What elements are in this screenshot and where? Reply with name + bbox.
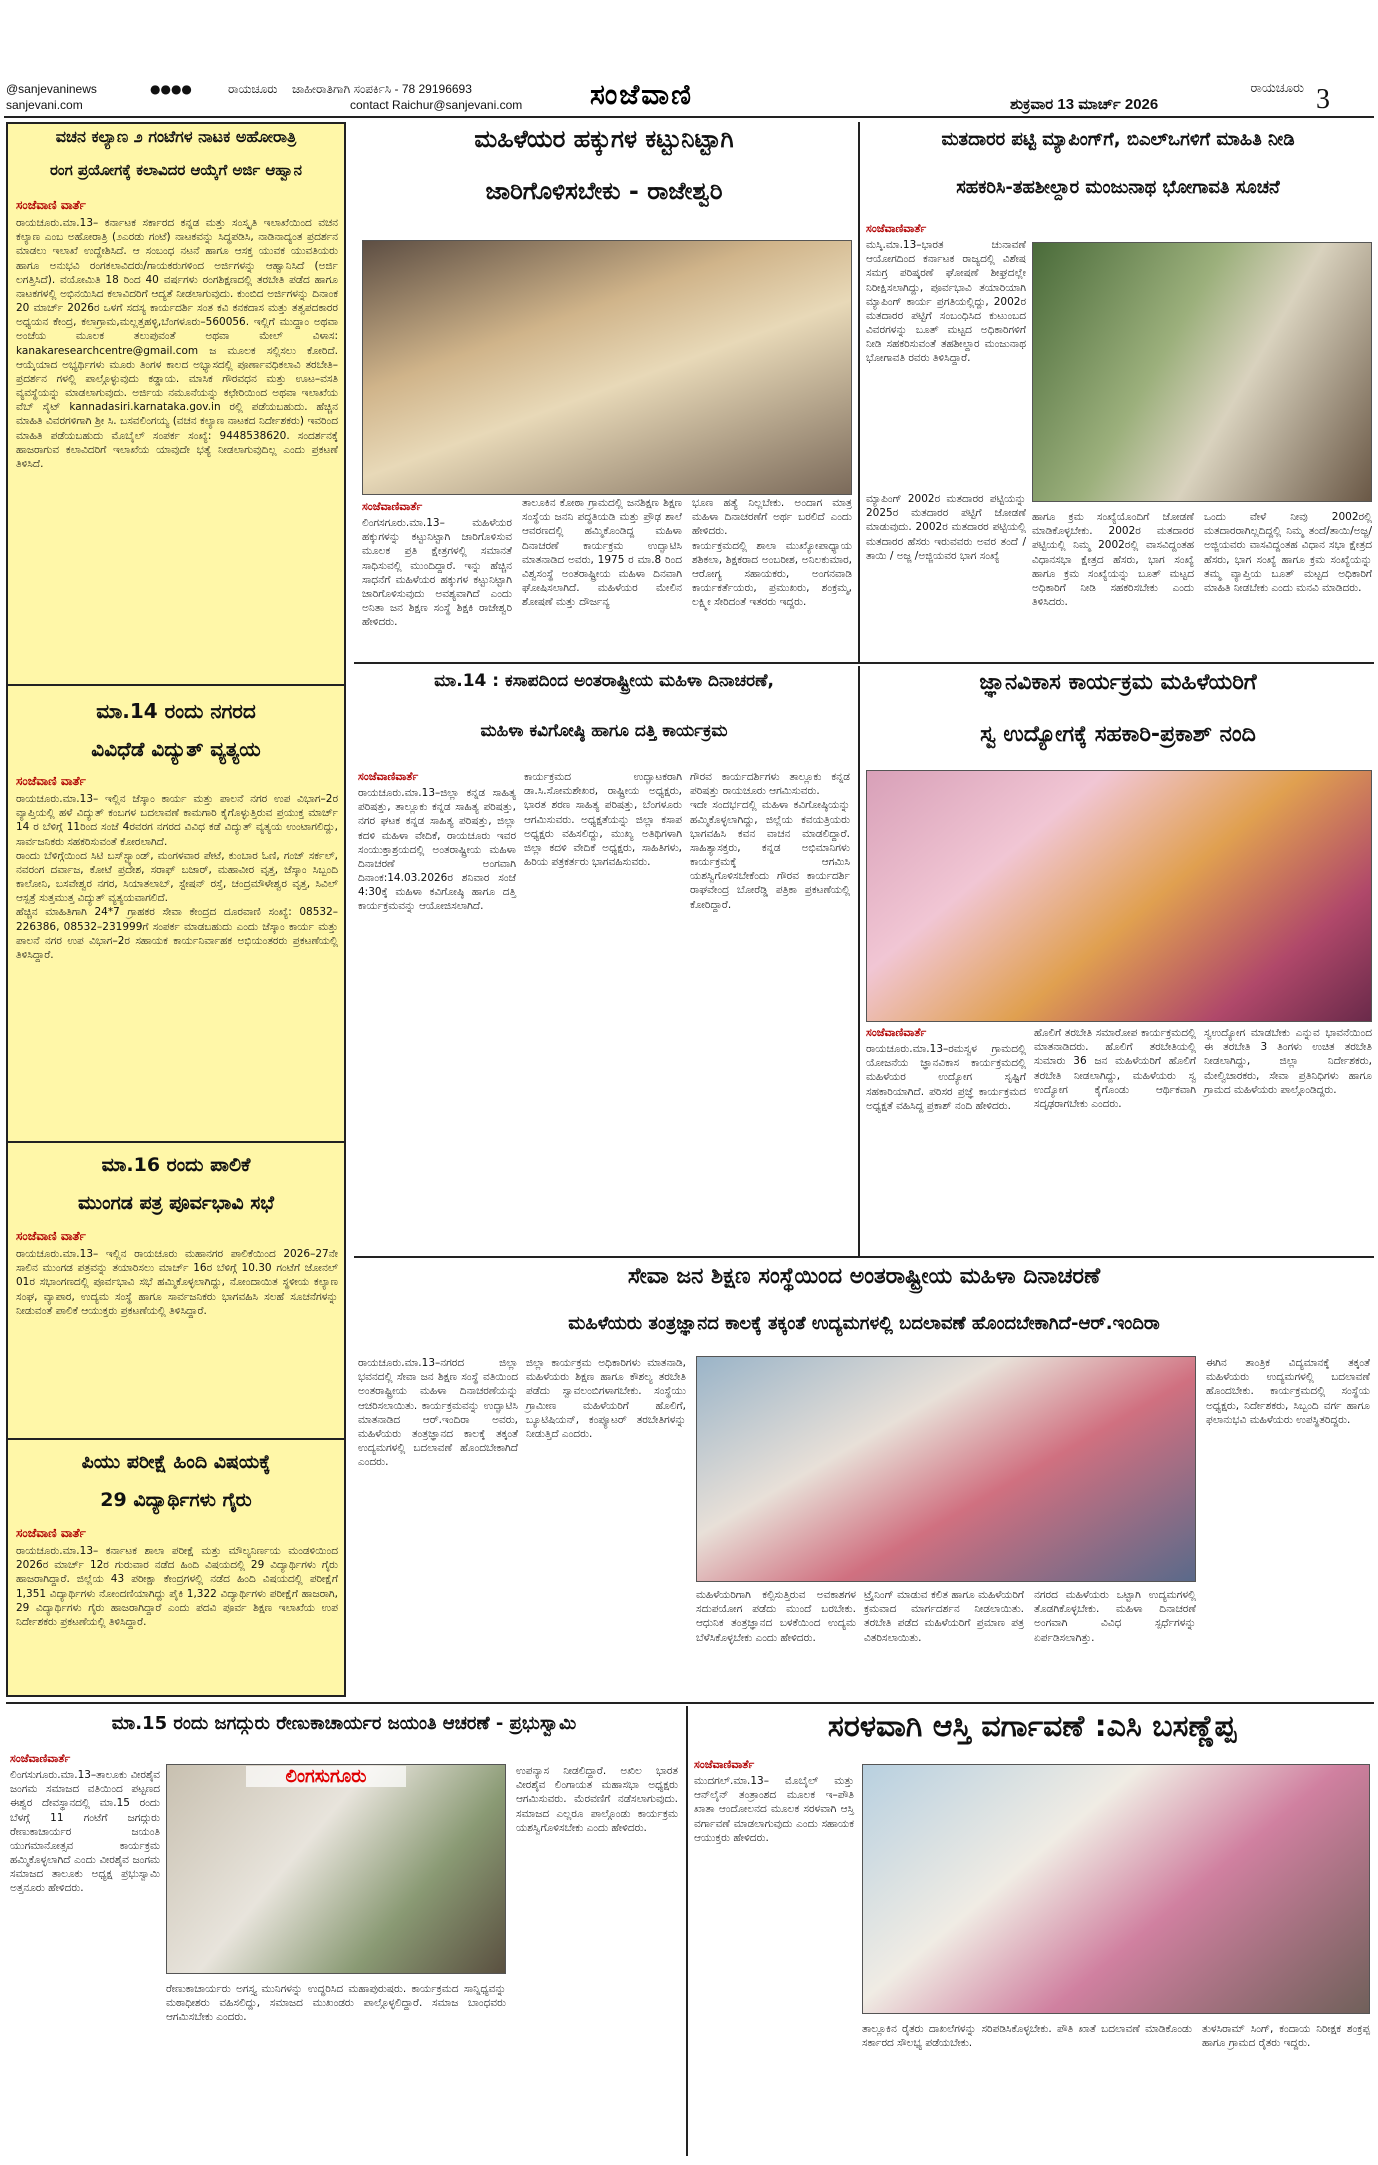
story-col-2: ತಾಲ್ಲೂಕಿನ ರೈತರು ದಾಖಲೆಗಳನ್ನು ಸರಿಪಡಿಸಿಕೊಳ್ಳಬೇಕು. ಪೌತಿ ಖಾತೆ ಬದಲಾವಣೆ ಮಾಡಿಕೊಂಡು ಸರ್ಕಾರದ ಸೌಲಭ್ಯ ಪಡೆಯಬೇಕು.: [862, 2023, 1196, 2050]
story-col-1: ರಾಯಚೂರು.ಮಾ.13–ನಗರದ ಜಿಲ್ಲಾ ಭವನದಲ್ಲಿ ಸೇವಾ ಜನ ಶಿಕ್ಷಣ ಸಂಸ್ಥೆ ವತಿಯಿಂದ ಅಂತರಾಷ್ಟ್ರೀಯ ಮಹಿಳಾ ದಿನಾಚರಣೆಯನ್ನು ಆಚರಿಸಲಾಯಿತು. ಕಾರ್ಯಕ್ರಮವನ್ನು ಉದ್ಘಾಟಿಸಿ ಮಾತನಾಡಿದ ಆರ್.ಇಂದಿರಾ ಅವರು, ಮಹಿಳೆಯರು ತಂತ್ರಜ್ಞಾನದ ಕಾಲಕ್ಕೆ ತಕ್ಕಂತೆ ಉದ್ಯಮಗಳಲ್ಲಿ ಬದಲಾವಣೆ ಹೊಂದಬೇಕಾಗಿದೆ ಎಂದರು.: [358, 1357, 522, 1469]
story-headline-2: ಸ್ವ ಉದ್ಯೋಗಕ್ಕೆ ಸಹಕಾರಿ-ಪ್ರಕಾಶ್ ನಂದಿ: [980, 722, 1256, 747]
website-link[interactable]: sanjevani.com: [6, 98, 83, 112]
story-col-3: ಉಪನ್ಯಾಸ ನೀಡಲಿದ್ದಾರೆ. ಅಖಿಲ ಭಾರತ ವೀರಶೈವ ಲಿಂಗಾಯತ ಮಹಾಸಭಾ ಅಧ್ಯಕ್ಷರು ಆಗಮಿಸುವರು. ಮೆರವಣಿಗೆ ನಡೆಸಲಾಗುವುದು. ಸಮಾಜದ ಎಲ್ಲರೂ ಪಾಲ್ಗೊಂಡು ಕಾರ್ಯಕ್ರಮ ಯಶಸ್ವಿಗೊಳಿಸಬೇಕು ಎಂದು ಹೇಳಿದರು.: [516, 1765, 682, 1834]
story-headline-2: ಮಹಿಳಾ ಕವಿಗೋಷ್ಠಿ ಹಾಗೂ ದತ್ತಿ ಕಾರ್ಯಕ್ರಮ: [480, 721, 728, 741]
story-headline-2: ವಿವಿಧೆಡೆ ವಿದ್ಯುತ್ ವ್ಯತ್ಯಯ: [91, 737, 261, 761]
byline: ಸಂಜೆವಾಣಿವಾರ್ತೆ: [866, 222, 927, 235]
story-headline: ವಚನ ಕಲ್ಯಾಣ ೨ ಗಂಟೆಗಳ ನಾಟಕ ಅಹೋರಾತ್ರಿ: [55, 127, 297, 146]
story-headline-2: ಮಹಿಳೆಯರು ತಂತ್ರಜ್ಞಾನದ ಕಾಲಕ್ಕೆ ತಕ್ಕಂತೆ ಉದ್ಯಮಗಳಲ್ಲಿ ಬದಲಾವಣೆ ಹೊಂದಬೇಕಾಗಿದೆ-ಆರ್.ಇಂದಿರಾ: [568, 1313, 1160, 1334]
story-col-3: ಸ್ವಉದ್ಯೋಗ ಮಾಡಬೇಕು ಎನ್ನುವ ಭಾವನೆಯಿಂದ ಈ ತರಬೇತಿ 3 ತಿಂಗಳು ಉಚಿತ ತರಬೇತಿ ನೀಡಲಾಗಿದ್ದು, ಜಿಲ್ಲಾ ನಿರ್ದೇಶಕರು, ಮೇಲ್ವಿಚಾರಕರು, ಸೇವಾ ಪ್ರತಿನಿಧಿಗಳು ಹಾಗೂ ಗ್ರಾಮದ ಮಹಿಳೆಯರು ಪಾಲ್ಗೊಂಡಿದ್ದರು.: [1204, 1027, 1376, 1096]
story-col-1b: ಮ್ಯಾಪಿಂಗ್ 2002ರ ಮತದಾರರ ಪಟ್ಟಿಯನ್ನು 2025ರ ಮತದಾರರ ಪಟ್ಟಿಗೆ ಜೋಡಣೆ ಮಾಡುವುದು. 2002ರ ಮತದಾರರ ಪಟ್ಟಿಯಲ್ಲಿ ಮತದಾರರ ಹೆಸರು ಇರುವವರು ಅವರ ತಂದೆ / ತಾಯಿ / ಅಜ್ಜ /ಅಜ್ಜಿಯವರ ಭಾಗ ಸಂಖ್ಯೆ: [866, 493, 1030, 562]
story-col-2: ಹೊಲಿಗೆ ತರಬೇತಿ ಸಮಾರೋಪ ಕಾರ್ಯಕ್ರಮದಲ್ಲಿ ಮಾತನಾಡಿದರು. ಹೊಲಿಗೆ ತರಬೇತಿಯಲ್ಲಿ ಸುಮಾರು 36 ಜನ ಮಹಿಳೆಯರಿಗೆ ಹೊಲಿಗೆ ತರಬೇತಿ ನೀಡಲಾಗಿದ್ದು, ಮಹಿಳೆಯರು ಸ್ವ ಉದ್ಯೋಗ ಕೈಗೊಂಡು ಆರ್ಥಿಕವಾಗಿ ಸದೃಢರಾಗಬೇಕು ಎಂದರು.: [1034, 1027, 1200, 1110]
byline: ಸಂಜೆವಾಣಿವಾರ್ತೆ: [358, 770, 419, 783]
story-col-3: ಗೌರವ ಕಾರ್ಯದರ್ಶಿಗಳು ತಾಲ್ಲೂಕು ಕನ್ನಡ ಪರಿಷತ್ತು ರಾಯಚೂರು ಆಗಮಿಸುವರು. ಇದೇ ಸಂದರ್ಭದಲ್ಲಿ ಮಹಿಳಾ ಕವಿಗೋಷ್ಠಿಯನ್ನು ಹಮ್ಮಿಕೊಳ್ಳಲಾಗಿದ್ದು, ಜಿಲ್ಲೆಯ ಕವಯತ್ರಿಯರು ಭಾಗವಹಿಸಿ ಕವನ ವಾಚನ ಮಾಡಲಿದ್ದಾರೆ. ಸಾಹಿತ್ಯಾಸಕ್ತರು, ಕನ್ನಡ ಅಭಿಮಾನಿಗಳು ಕಾರ್ಯಕ್ರಮಕ್ಕೆ ಆಗಮಿಸಿ ಯಶಸ್ವಿಗೊಳಿಸಬೇಕೆಂದು ಗೌರವ ಕಾರ್ಯದರ್ಶಿ ರಾಘವೇಂದ್ರ ಬೋರೆಡ್ಡಿ ಪತ್ರಿಕಾ ಪ್ರಕಟಣೆಯಲ್ಲಿ ಕೋರಿದ್ದಾರೆ.: [690, 771, 850, 911]
story-headline-2: ಜಾರಿಗೊಳಿಸಬೇಕು - ರಾಜೇಶ್ವರಿ: [485, 177, 723, 205]
story-womens-rights: [354, 122, 854, 662]
event-photo: [696, 1356, 1196, 1582]
story-col-3: ಭೂಣ ಹತ್ಯೆ ನಿಲ್ಲಬೇಕು. ಅಂದಾಗ ಮಾತ್ರ ಮಹಿಳಾ ದಿನಾಚರಣೆಗೆ ಅರ್ಥ ಬರಲಿದೆ ಎಂದು ಹೇಳಿದರು. ಕಾರ್ಯಕ್ರಮದಲ್ಲಿ ಶಾಲಾ ಮುಖ್ಯೋಪಾಧ್ಯಾಯ ಶಶಿಕಲಾ, ಶಿಕ್ಷಕರಾದ ಅಂಬರೀಶ, ಅನಿಲಕುಮಾರ, ಆರೋಗ್ಯ ಸಹಾಯಕರು, ಅಂಗನವಾಡಿ ಕಾರ್ಯಕರ್ತೆಯರು, ಪ್ರಮುಖರು, ಶಂಕ್ರಮ್ಮ, ಲಕ್ಷ್ಮೀ ಸೇರಿದಂತೆ ಇತರರು ಇದ್ದರು.: [692, 497, 852, 609]
story-headline-1: ಮಾ.16 ರಂದು ಪಾಲಿಕೆ: [101, 1154, 251, 1176]
paper-name: ಸಂಜೆವಾಣಿ: [590, 78, 693, 111]
story-headline-2: ಸಹಕರಿಸಿ-ತಹಶೀಲ್ದಾರ ಮಂಜುನಾಥ ಭೋಗಾವತಿ ಸೂಚನೆ: [956, 177, 1280, 198]
story-col-3: ಒಂದು ವೇಳೆ ನೀವು 2002ರಲ್ಲಿ ಮತದಾರರಾಗಿಲ್ಲದಿದ್ದಲ್ಲಿ ನಿಮ್ಮ ತಂದೆ/ತಾಯಿ/ಅಜ್ಜ/ಅಜ್ಜಿಯವರು ವಾಸವಿದ್ದಂತಹ ವಿಧಾನ ಸಭಾ ಕ್ಷೇತ್ರದ ಹೆಸರು, ಭಾಗ ಸಂಖ್ಯೆ ಹಾಗೂ ಕ್ರಮ ಸಂಖ್ಯೆಯನ್ನು ತಮ್ಮ ವ್ಯಾಪ್ತಿಯ ಬೂತ್ ಮಟ್ಟದ ಅಧಿಕಾರಿಗೆ ಮಾಹಿತಿ ನೀಡಬೇಕು ಎಂದು ಮನವಿ ಮಾಡಿದರು.: [1204, 511, 1376, 594]
horizontal-divider: [6, 1702, 1374, 1704]
horizontal-divider: [354, 1256, 1374, 1258]
story-headline-1: ಪಿಯು ಪರೀಕ್ಷೆ ಹಿಂದಿ ವಿಷಯಕ್ಕೆ: [81, 1451, 271, 1473]
masthead-rule: [4, 116, 1374, 118]
story-col-2: ಹಾಗೂ ಕ್ರಮ ಸಂಖ್ಯೆಯೊಂದಿಗೆ ಜೋಡಣೆ ಮಾಡಿಕೊಳ್ಳಬೇಕು. 2002ರ ಮತದಾರರ ಪಟ್ಟಿಯಲ್ಲಿ ನಿಮ್ಮ 2002ರಲ್ಲಿ ವಾಸವಿದ್ದಂತಹ ವಿಧಾನಸಭಾ ಕ್ಷೇತ್ರದ ಹೆಸರು, ಭಾಗ ಸಂಖ್ಯೆ ಹಾಗೂ ಕ್ರಮ ಸಂಖ್ಯೆಯನ್ನು ಬೂತ್ ಮಟ್ಟದ ಅಧಿಕಾರಿಗೆ ನೀಡಿ ಸಹಕರಿಸಬೇಕು ಎಂದು ತಿಳಿಸಿದರು.: [1032, 511, 1198, 609]
story-jnanavikasa: [862, 666, 1374, 1256]
vertical-divider: [858, 122, 860, 662]
city-label: ರಾಯಚೂರು: [1250, 80, 1304, 95]
byline: ಸಂಜೆವಾಣಿವಾರ್ತೆ: [694, 1758, 755, 1771]
story-col-1: ರಾಯಚೂರು.ಮಾ.13–ರಮಸ್ವಳ ಗ್ರಾಮದಲ್ಲಿ ಯೋಜನೆಯ ಜ್ಞಾನವಿಕಾಸ ಕಾರ್ಯಕ್ರಮದಲ್ಲಿ ಮಹಿಳೆಯರ ಉದ್ಯೋಗ ಸೃಷ್ಟಿಗೆ ಸಹಕಾರಿಯಾಗಿದೆ. ಪರಿಸರ ಪ್ರಜ್ಞೆ ಕಾರ್ಯಕ್ರಮದ ಅಧ್ಯಕ್ಷತೆ ವಹಿಸಿದ್ದ ಪ್ರಕಾಶ್ ನಂದಿ ಹೇಳಿದರು.: [866, 1043, 1030, 1112]
byline: ಸಂಜೆವಾಣಿ ವಾರ್ತೆ: [16, 198, 86, 212]
byline: ಸಂಜೆವಾಣಿವಾರ್ತೆ: [362, 500, 423, 513]
story-body: ರಾಯಚೂರು.ಮಾ.13– ಇಲ್ಲಿನ ಜೆಸ್ಕಾಂ ಕಾರ್ಯ ಮತ್ತು ಪಾಲನೆ ನಗರ ಉಪ ವಿಭಾಗ–2ರ ವ್ಯಾಪ್ತಿಯಲ್ಲಿ ಹಳೆ ವಿದ್ಯುತ್ ಕಂಬಗಳ ಬದಲಾವಣೆ ಕಾಮಗಾರಿ ಕೈಗೊಳ್ಳುತ್ತಿರುವ ಪ್ರಯುಕ್ತ ಮಾರ್ಚ್ 14 ರ ಬೆಳಿಗ್ಗೆ 11ರಿಂದ ಸಂಜೆ 4ರವರಗ ನಗರದ ವಿವಿಧ ಕಡೆ ವಿದ್ಯುತ್ ವ್ಯತ್ಯಯ ಉಂಟಾಗಲಿದ್ದು, ಸಾರ್ವಜನಿಕರು ಸಹಕರಿಸುವಂತೆ ಕೋರಲಾಗಿದೆ. ರಾಂದು ಬೆಳಿಗ್ಗೆಯಿಂದ ಸಿಟಿ ಬಸ್‌ಸ್ಟ್ಯಾಂಡ್, ಮಂಗಳವಾರ ಪೇಟೆ, ಕುಂಬಾರ ಓಣಿ, ಗಂಜ್ ಸರ್ಕಲ್, ನವರಂಗ ದರ್ವಾಜ, ಕೋಟೆ ಪ್ರದೇಶ, ಸರಾಫ್ ಬಜಾರ್, ಮಹಾವೀರ ವೃತ್ತ, ಜೆಸ್ಕಾಂ ಸಿಬ್ಬಂದಿ ಕಾಲೋನಿ, ಬಸವೇಶ್ವರ ನಗರ, ಸಿಯಾತಲಾಬ್, ಸ್ಟೇಷನ್ ರಸ್ತೆ, ಚಂದ್ರಮೌಳೇಶ್ವರ ವೃತ್ತ, ಸಿವಿಲ್ ಆಸ್ಪತ್ರೆ ಸುತ್ತಮುತ್ತ ವಿದ್ಯುತ್ ವ್ಯತ್ಯಯವಾಗಲಿದೆ. ಹೆಚ್ಚಿನ ಮಾಹಿತಿಗಾಗಿ 24*7 ಗ್ರಾಹಕರ ಸೇವಾ ಕೇಂದ್ರದ ದೂರವಾಣಿ ಸಂಖ್ಯೆ: 08532–226386, 08532–231999ಗೆ ಸಂಪರ್ಕ ಮಾಡಬಹುದು ಎಂದು ಜೆಸ್ಕಾಂ ಕಾರ್ಯ ಮತ್ತು ಪಾಲನೆ ನಗರ ಉಪ ವಿಭಾಗ–2ರ ಸಹಾಯಕ ಕಾರ್ಯನಿರ್ವಾಹಕ ಅಭಿಯಂತರರು ಪ್ರಕಟಣೆಯಲ್ಲಿ ತಿಳಿಸಿದ್ದಾರೆ.: [16, 793, 338, 961]
byline: ಸಂಜೆವಾಣಿವಾರ್ತೆ: [866, 1026, 927, 1039]
story-voter-mapping: [862, 122, 1374, 662]
masthead: [0, 0, 1378, 118]
story-col-1: ಮುದಗಲ್.ಮಾ.13– ಮೊಬೈಲ್ ಮತ್ತು ಆನ್‌ಲೈನ್ ತಂತ್ರಾಂಶದ ಮೂಲಕ ಇ–ಪೌತಿ ಖಾತಾ ಆಂದೋಲನದ ಮೂಲಕ ಸರಳವಾಗಿ ಆಸ್ತಿ ವರ್ಗಾವಣೆ ಮಾಡಲಾಗುವುದು ಎಂದು ಸಹಾಯಕ ಆಯುಕ್ತರು ಹೇಳಿದರು.: [694, 1775, 858, 1844]
social-handle[interactable]: @sanjevaninews: [6, 82, 97, 96]
story-power-cut: [8, 686, 344, 1141]
event-photo: [166, 1764, 506, 1974]
event-photo: [1032, 242, 1372, 502]
story-vachana-kalyana: [8, 124, 344, 684]
edition-label: ರಾಯಚೂರು: [228, 82, 278, 96]
story-col-2: ರೇಣುಕಾಚಾರ್ಯರು ಅಗಸ್ತ್ಯ ಮುನಿಗಳನ್ನು ಉದ್ಧರಿಸಿದ ಮಹಾಪುರುಷರು. ಕಾರ್ಯಕ್ರಮದ ಸಾನ್ನಿಧ್ಯವನ್ನು ಮಠಾಧೀಶರು ವಹಿಸಲಿದ್ದು, ಸಮಾಜದ ಮುಖಂಡರು ಪಾಲ್ಗೊಳ್ಳಲಿದ್ದಾರೆ. ಸಮಾಜ ಬಾಂಧವರು ಆಗಮಿಸಬೇಕು ಎಂದರು.: [166, 1983, 510, 2024]
event-photo: [866, 770, 1372, 1022]
story-col-6: ಈಗಿನ ತಾಂತ್ರಿಕ ವಿದ್ಯಮಾನಕ್ಕೆ ತಕ್ಕಂತೆ ಮಹಿಳೆಯರು ಉದ್ಯಮಗಳಲ್ಲಿ ಬದಲಾವಣೆ ಹೊಂದಬೇಕು. ಕಾರ್ಯಕ್ರಮದಲ್ಲಿ ಸಂಸ್ಥೆಯ ಅಧ್ಯಕ್ಷರು, ನಿರ್ದೇಶಕರು, ಸಿಬ್ಬಂದಿ ವರ್ಗ ಹಾಗೂ ಫಲಾನುಭವಿ ಮಹಿಳೆಯರು ಉಪಸ್ಥಿತರಿದ್ದರು.: [1206, 1357, 1374, 1426]
story-headline-2: ಮುಂಗಡ ಪತ್ರ ಪೂರ್ವಭಾವಿ ಸಭೆ: [77, 1192, 275, 1214]
story-headline-2: 29 ವಿದ್ಯಾರ್ಥಿಗಳು ಗೈರು: [100, 1489, 252, 1511]
story-body: ರಾಯಚೂರು.ಮಾ.13– ಕರ್ನಾಟಕ ಸರ್ಕಾರದ ಕನ್ನಡ ಮತ್ತು ಸಂಸ್ಕೃತಿ ಇಲಾಖೆಯಿಂದ ವಚನ ಕಲ್ಯಾಣ ಎಂಬ ಅಹೋರಾತ್ರಿ (೨ಎರಡು ಗಂಟೆ) ನಾಟಕವನ್ನು ಸಿದ್ಧಪಡಿಸಿ, ನಾಡಿನಾದ್ಯಂತ ಪ್ರದರ್ಶನ ಮಾಡಲು ಇಲಾಖೆ ಉದ್ದೇಶಿಸಿದೆ. ಆ ಸಂಬಂಧ ನಟನೆ ಹಾಗೂ ಆಸಕ್ತ ಯುವಕ ಯುವತಿಯರು ಹಾಗೂ ಅನುಭವಿ ರಂಗಕಲಾವಿದರು/ಗಾಯಕರುಗಳಿಂದ ಅರ್ಜಿಗಳನ್ನು ಆಹ್ವಾನಿಸಿದೆ (ಅರ್ಜಿ ಲಗತ್ತಿಸಿದೆ). ವಯೋಮಿತಿ 18 ರಿಂದ 40 ವರ್ಷಗಳು ರಂಗಶಿಕ್ಷಣದಲ್ಲಿ ತರಬೇತಿ ಪಡೆದ ಹಾಗೂ ನಾಟಕಗಳಲ್ಲಿ ಅಭಿನಯಿಸಿದ ಕಲಾವಿದರಿಗೆ ಆದ್ಯತೆ ನೀಡಲಾಗುವುದು. ಕುಂಬಿದ ಅರ್ಜಿಗಳನ್ನು ದಿನಾಂಕ 20 ಮಾರ್ಚ್ 2026ರ ಒಳಗೆ ಸದಸ್ಯ ಕಾರ್ಯದರ್ಶಿ ಸಂತ ಕವಿ ಕನಕದಾಸ ಮತ್ತು ತತ್ವಪದಕಾರರ ಅಧ್ಯಯನ ಕೇಂದ್ರ, ಕಲಾಗ್ರಾಮ,ಮಲ್ಲತ್ತಹಳ್ಳಿ,ಬೆಂಗಳೂರು–560056. ಇಲ್ಲಿಗೆ ಮುದ್ದಾಂ ಅಥವಾ ಅಂಚೆಯ ಮೂಲಕ ತಲುಪುವಂತೆ ಅಥವಾ ಮೇಲ್ ವಿಳಾಸ: kanakaresearchcentre@gmail.com ಜ ಮೂಲಕ ಸಲ್ಲಿಸಲು ಕೋರಿದೆ. ಆಯ್ಕೆಯಾದ ಅಭ್ಯರ್ಥಿಗಳು ಮೂರು ತಿಂಗಳ ಕಾಲದ ಅಭ್ಯಾಸದಲ್ಲಿ ಪೂರ್ಣಾವಧಿಕಲಾವಿ ತರಬೇತಿ– ಪ್ರದರ್ಶನ ಗಳಲ್ಲಿ ಪಾಲ್ಗೊಳ್ಳುವುದು ಕಡ್ಡಾಯ. ಮಾಸಿಕ ಗೌರವಧನ ಮತ್ತು ಊಟ–ವಸತಿ ವ್ಯವಸ್ಥೆಯನ್ನು ಮಾಡಲಾಗುವುದು. ಅರ್ಜಿಯ ನಮೂನೆಯನ್ನು ಕಛೇರಿಯಿಂದ ಅಥವಾ ಇಲಾಖೆಯ ವೆಬ್ ಸೈಟ್ kannadasiri.karnataka.gov.in ರಲ್ಲಿ ಪಡೆಯಬಹುದು. ಹೆಚ್ಚಿನ ಮಾಹಿತಿ ವಿವರಗಳಿಗಾಗಿ ಶ್ರೀ ಸಿ. ಬಸವಲಿಂಗಯ್ಯ (ವಚನ ಕಲ್ಯಾಣ ನಾಟಕದ ನಿರ್ದೇಶಕರು) ಇವರಿಂದ ಮಾಹಿತಿ ಪಡೆಯಬಹುದು ಮೊಬೈಲ್ ಸಂಪರ್ಕ ಸಂಖ್ಯೆ: 9448538620. ಸಂದರ್ಶನಕ್ಕೆ ಹಾಜರಾಗುವ ಕಲಾವಿದರಿಗೆ ಇಲಾಖೆಯ ಯಾವುದೇ ಭತ್ಯೆ ನೀಡಲಾಗುವುದಿಲ್ಲ ಎಂದು ಪ್ರಕಟಣೆ ತಿಳಿಸಿದೆ.: [16, 217, 342, 470]
story-col-3: ಮಹಿಳೆಯರಿಗಾಗಿ ಕಲ್ಪಿಸುತ್ತಿರುವ ಅವಕಾಶಗಳ ಸದುಪಯೋಗ ಪಡೆದು ಮುಂದೆ ಬರಬೇಕು. ಆಧುನಿಕ ತಂತ್ರಜ್ಞಾನದ ಬಳಕೆಯಿಂದ ಉದ್ಯಮ ಬೆಳೆಸಿಕೊಳ್ಳಬೇಕು ಎಂದು ಹೇಳಿದರು.: [696, 1589, 860, 1644]
story-pu-exam: [8, 1440, 344, 1695]
contact-email[interactable]: contact Raichur@sanjevani.com: [350, 98, 523, 112]
story-col-1: ಲಿಂಗಸುಗೂರು.ಮಾ.13–ತಾಲೂಕು ವೀರಶೈವ ಜಂಗಮ ಸಮಾಜದ ವತಿಯಿಂದ ಪಟ್ಟಣದ ಈಶ್ವರ ದೇವಸ್ಥಾನದಲ್ಲಿ ಮಾ.15 ರಂದು ಬೆಳಗ್ಗೆ 11 ಗಂಟೆಗೆ ಜಗದ್ಗುರು ರೇಣುಕಾಚಾರ್ಯರ ಜಯಂತಿ ಯುಗಮಾನೋತ್ಸವ ಕಾರ್ಯಕ್ರಮ ಹಮ್ಮಿಕೊಳ್ಳಲಾಗಿದೆ ಎಂದು ವೀರಶೈವ ಜಂಗಮ ಸಮಾಜದ ತಾಲೂಕು ಅಧ್ಯಕ್ಷ ಪ್ರಭುಸ್ವಾಮಿ ಅತ್ತನೂರು ಹೇಳಿದರು.: [10, 1769, 164, 1895]
story-headline-1: ಜ್ಞಾನವಿಕಾಸ ಕಾರ್ಯಕ್ರಮ ಮಹಿಳೆಯರಿಗೆ: [979, 670, 1257, 695]
story-seva-jana-shikshana: [354, 1260, 1374, 1700]
story-headline: ಸರಳವಾಗಿ ಆಸ್ತಿ ವರ್ಗಾವಣೆ :ಎಸಿ ಬಸಣ್ಣೆಪ್ಪ: [827, 1709, 1237, 1744]
byline: ಸಂಜೆವಾಣಿ ವಾರ್ತೆ: [16, 774, 86, 788]
story-body: ರಾಯಚೂರು.ಮಾ.13– ಇಲ್ಲಿನ ರಾಯಚೂರು ಮಹಾನಗರ ಪಾಲಿಕೆಯಿಂದ 2026–27ನೇ ಸಾಲಿನ ಮುಂಗಡ ಪತ್ರವನ್ನು ತಯಾರಿಸಲು ಮಾರ್ಚ್ 16ರ ಬೆಳಿಗ್ಗೆ 10.30 ಗಂಟೆಗೆ ಜೋನಲ್ 01ರ ಸಭಾಂಗಣದಲ್ಲಿ ಪೂರ್ವಭಾವಿ ಸಭೆ ಹಮ್ಮಿಕೊಳ್ಳಲಾಗಿದ್ದು, ನೋಂದಾಯಿತ ಸ್ಥಳೀಯ ಕಲ್ಯಾಣ ಸಂಘ, ವ್ಯಾಪಾರ, ಉದ್ಯಮ ಸಂಸ್ಥೆ ಹಾಗೂ ಸಾರ್ವಜನಿಕರು ಭಾಗವಹಿಸಿ ಸಲಹೆ ಸೂಚನೆಗಳನ್ನು ನೀಡುವಂತೆ ಪಾಲಿಕೆ ಆಯುಕ್ತರು ಪ್ರಕಟಣೆಯಲ್ಲಿ ತಿಳಿಸಿದ್ದಾರೆ.: [16, 1248, 342, 1317]
byline: ಸಂಜೆವಾಣಿ ವಾರ್ತೆ: [16, 1526, 86, 1540]
photo-location-label: ಲಿಂಗಸುಗೂರು: [246, 1766, 406, 1787]
vertical-divider: [858, 666, 860, 1256]
byline: ಸಂಜೆವಾಣಿ ವಾರ್ತೆ: [16, 1229, 86, 1243]
story-headline-1: ಮಹಿಳೆಯರ ಹಕ್ಕುಗಳ ಕಟ್ಟುನಿಟ್ಟಾಗಿ: [474, 125, 734, 153]
story-col-1: ಮಸ್ಕಿ.ಮಾ.13–ಭಾರತ ಚುನಾವಣೆ ಆಯೋಗದಿಂದ ಕರ್ನಾಟಕ ರಾಜ್ಯದಲ್ಲಿ ವಿಶೇಷ ಸಮಗ್ರ ಪರಿಷ್ಕರಣೆ ಘೋಷಣೆ ಶೀಘ್ರದಲ್ಲೇ ನಿರೀಕ್ಷಿಸಲಾಗಿದ್ದು, ಪೂರ್ವಭಾವಿ ತಯಾರಿಯಾಗಿ ಮ್ಯಾಪಿಂಗ್ ಕಾರ್ಯ ಪ್ರಗತಿಯಲ್ಲಿದ್ದು, 2002ರ ಮತದಾರರ ಪಟ್ಟಿಗೆ ಸಂಬಂಧಿಸಿದ ಕುಟುಂಬದ ವಿವರಗಳನ್ನು ಬೂತ್ ಮಟ್ಟದ ಅಧಿಕಾರಿಗಳಿಗೆ ನೀಡಿ ಸಹಕರಿಸುವಂತೆ ತಹಶೀಲ್ದಾರ ಮಂಜುನಾಥ ಭೋಗಾವತಿ ರವರು ತಿಳಿಸಿದ್ದಾರೆ.: [866, 239, 1030, 365]
story-body: ರಾಯಚೂರು.ಮಾ.13– ಕರ್ನಾಟಕ ಶಾಲಾ ಪರೀಕ್ಷೆ ಮತ್ತು ಮೌಲ್ಯನಿರ್ಣಯ ಮಂಡಳಿಯಿಂದ 2026ರ ಮಾರ್ಚ್ 12ರ ಗುರುವಾರ ನಡೆದ ಹಿಂದಿ ವಿಷಯದಲ್ಲಿ 29 ವಿದ್ಯಾರ್ಥಿಗಳು ಗೈರು ಹಾಜರಾಗಿದ್ದಾರೆ. ಜಿಲ್ಲೆಯ 43 ಪರೀಕ್ಷಾ ಕೇಂದ್ರಗಳಲ್ಲಿ ನಡೆದ ಹಿಂದಿ ವಿಷಯದಲ್ಲಿ ಪರೀಕ್ಷೆಗೆ 1,351 ವಿದ್ಯಾರ್ಥಿಗಳು ನೋಂದಣಿಯಾಗಿದ್ದು ಪೈಕಿ 1,322 ವಿದ್ಯಾರ್ಥಿಗಳು ಪರೀಕ್ಷೆಗೆ ಹಾಜರಾಗಿ, 29 ವಿದ್ಯಾರ್ಥಿಗಳು ಗೈರು ಹಾಜರಾಗಿದ್ದಾರೆ ಎಂದು ಪದವಿ ಪೂರ್ವ ಶಿಕ್ಷಣ ಇಲಾಖೆಯ ಉಪ ನಿರ್ದೇಶಕರು ಪ್ರಕಟಣೆಯಲ್ಲಿ ತಿಳಿಸಿದ್ದಾರೆ.: [16, 1545, 342, 1628]
story-subhead: ರಂಗ ಪ್ರಯೋಗಕ್ಕೆ ಕಲಾವಿದರ ಆಯ್ಕೆಗೆ ಅರ್ಜಿ ಆಹ್ವಾನ: [49, 161, 303, 179]
story-kasapa-womens-day: [354, 666, 854, 1256]
story-col-2: ಜಿಲ್ಲಾ ಕಾರ್ಯಕ್ರಮ ಅಧಿಕಾರಿಗಳು ಮಾತನಾಡಿ, ಮಹಿಳೆಯರು ಶಿಕ್ಷಣ ಹಾಗೂ ಕೌಶಲ್ಯ ತರಬೇತಿ ಪಡೆದು ಸ್ವಾವಲಂಬಿಗಳಾಗಬೇಕು. ಸಂಸ್ಥೆಯು ಗ್ರಾಮೀಣ ಮಹಿಳೆಯರಿಗೆ ಹೊಲಿಗೆ, ಬ್ಯೂಟಿಷಿಯನ್, ಕಂಪ್ಯೂಟರ್ ತರಬೇತಿಗಳನ್ನು ನೀಡುತ್ತಿದೆ ಎಂದರು.: [526, 1357, 690, 1440]
story-headline-1: ಮಾ.14 : ಕಸಾಪದಿಂದ ಅಂತರಾಷ್ಟ್ರೀಯ ಮಹಿಳಾ ದಿನಾಚರಣೆ,: [434, 671, 774, 691]
event-photo: [362, 240, 852, 495]
event-photo: [862, 1764, 1370, 2014]
story-col-1: ಲಿಂಗಸಗೂರು.ಮಾ.13– ಮಹಿಳೆಯರ ಹಕ್ಕುಗಳನ್ನು ಕಟ್ಟುನಿಟ್ಟಾಗಿ ಜಾರಿಗೊಳಿಸುವ ಮೂಲಕ ಪ್ರತಿ ಕ್ಷೇತ್ರಗಳಲ್ಲಿ ಸಮಾನತೆ ಸಾಧಿಸುವಲ್ಲಿ ಮುಂದಿದ್ದಾರೆ. ಇನ್ನು ಹೆಚ್ಚಿನ ಸಾಧನೆಗೆ ಮಹಿಳೆಯರ ಹಕ್ಕುಗಳ ಕಟ್ಟುನಿಟ್ಟಾಗಿ ಜಾರಿಗೊಳಿಸುವುದು ಅವಶ್ಯವಾಗಿದೆ ಎಂದು ಅನಿತಾ ಜನ ಶಿಕ್ಷಣ ಸಂಸ್ಥೆ ಶಿಕ್ಷಕಿ ರಾಜೇಶ್ವರಿ ಹೇಳಿದರು.: [362, 517, 516, 629]
byline: ಸಂಜೆವಾಣಿವಾರ್ತೆ: [10, 1752, 71, 1765]
social-icons[interactable]: ●●●●: [150, 82, 192, 96]
story-headline-1: ಸೇವಾ ಜನ ಶಿಕ್ಷಣ ಸಂಸ್ಥೆಯಿಂದ ಅಂತರಾಷ್ಟ್ರೀಯ ಮಹಿಳಾ ದಿನಾಚರಣೆ: [627, 1264, 1101, 1289]
story-headline-1: ಮತದಾರರ ಪಟ್ಟಿ ಮ್ಯಾಪಿಂಗ್‌ಗೆ, ಬಿಎಲ್‌ಒಗಳಿಗೆ ಮಾಹಿತಿ ನೀಡಿ: [941, 129, 1295, 150]
paper-logo: [590, 78, 780, 114]
ad-contact: ಜಾಹೀರಾತಿಗಾಗಿ ಸಂಪರ್ಕಿಸಿ - 78 29196693: [292, 82, 472, 96]
story-headline-1: ಮಾ.14 ರಂದು ನಗರದ: [96, 699, 256, 723]
story-col-1: ರಾಯಚೂರು.ಮಾ.13–ಜಿಲ್ಲಾ ಕನ್ನಡ ಸಾಹಿತ್ಯ ಪರಿಷತ್ತು, ತಾಲ್ಲೂಕು ಕನ್ನಡ ಸಾಹಿತ್ಯ ಪರಿಷತ್ತು, ನಗರ ಘಟಕ ಕನ್ನಡ ಸಾಹಿತ್ಯ ಪರಿಷತ್ತು, ಜಿಲ್ಲಾ ಕದಳಿ ಮಹಿಳಾ ವೇದಿಕೆ, ರಾಯಚೂರು ಇವರ ಸಂಯುಕ್ತಾಶ್ರಯದಲ್ಲಿ ಅಂತರಾಷ್ಟ್ರೀಯ ಮಹಿಳಾ ದಿನಾಚರಣೆ ಅಂಗವಾಗಿ ದಿನಾಂಕ:14.03.2026ರ ಶನಿವಾರ ಸಂಜೆ 4:30ಕ್ಕೆ ಮಹಿಳಾ ಕವಿಗೋಷ್ಠಿ ಹಾಗೂ ದತ್ತಿ ಕಾರ್ಯಕ್ರಮವನ್ನು ಆಯೋಜಿಸಲಾಗಿದೆ.: [358, 787, 520, 913]
vertical-divider: [686, 1706, 688, 2156]
story-property-transfer: [690, 1706, 1374, 2156]
horizontal-divider: [354, 662, 1374, 664]
story-col-2: ತಾಲೂಕಿನ ಕೋಠಾ ಗ್ರಾಮದಲ್ಲಿ ಜನಶಿಕ್ಷಣ ಶಿಕ್ಷಣ ಸಂಸ್ಥೆಯ ಜನನಿ ಪದ್ಧತಿಯಡಿ ಮತ್ತು ಪ್ರೌಢ ಶಾಲೆ ಆವರಣದಲ್ಲಿ ಹಮ್ಮಿಕೊಂಡಿದ್ದ ಮಹಿಳಾ ದಿನಾಚರಣೆ ಕಾರ್ಯಕ್ರಮ ಉದ್ಘಾಟಿಸಿ ಮಾತನಾಡಿದ ಅವರು, 1975 ರ ಮಾ.8 ರಿಂದ ವಿಶ್ವಸಂಸ್ಥೆ ಅಂತರಾಷ್ಟ್ರೀಯ ಮಹಿಳಾ ದಿನವಾಗಿ ಘೋಷಿಸಲಾಗಿದೆ. ಮಹಿಳೆಯರ ಮೇಲಿನ ಶೋಷಣೆ ಮತ್ತು ದೌರ್ಜನ್ಯ: [522, 497, 686, 609]
story-budget-meeting: [8, 1143, 344, 1438]
story-headline: ಮಾ.15 ರಂದು ಜಗದ್ಗುರು ರೇಣುಕಾಚಾರ್ಯರ ಜಯಂತಿ ಆಚರಣೆ - ಪ್ರಭುಸ್ವಾಮಿ: [111, 1713, 577, 1734]
story-col-5: ನಗರದ ಮಹಿಳೆಯರು ಒಟ್ಟಾಗಿ ಉದ್ಯಮಗಳಲ್ಲಿ ತೊಡಗಿಕೊಳ್ಳಬೇಕು. ಮಹಿಳಾ ದಿನಾಚರಣೆ ಅಂಗವಾಗಿ ವಿವಿಧ ಸ್ಪರ್ಧೆಗಳನ್ನು ಏರ್ಪಡಿಸಲಾಗಿತ್ತು.: [1034, 1589, 1200, 1644]
left-column: [6, 122, 346, 1697]
story-renukacharya-jayanti: [6, 1706, 682, 2156]
story-col-3: ತುಳಸಿರಾಮ್ ಸಿಂಗ್, ಕಂದಾಯ ನಿರೀಕ್ಷಕ ಶಂಕ್ರಪ್ಪ ಹಾಗೂ ಗ್ರಾಮದ ರೈತರು ಇದ್ದರು.: [1202, 2023, 1374, 2050]
story-col-2: ಕಾರ್ಯಕ್ರಮದ ಉದ್ಘಾಟಕರಾಗಿ ಡಾ.ಸಿ.ಸೋಮಶೇಖರ, ರಾಷ್ಟ್ರೀಯ ಅಧ್ಯಕ್ಷರು, ಭಾರತ ಶರಣ ಸಾಹಿತ್ಯ ಪರಿಷತ್ತು, ಬೆಂಗಳೂರು ಆಗಮಿಸುವರು. ಅಧ್ಯಕ್ಷತೆಯನ್ನು ಜಿಲ್ಲಾ ಕಸಾಪ ಅಧ್ಯಕ್ಷರು ವಹಿಸಲಿದ್ದು, ಮುಖ್ಯ ಅತಿಥಿಗಳಾಗಿ ಜಿಲ್ಲಾ ಕದಳಿ ವೇದಿಕೆ ಅಧ್ಯಕ್ಷರು, ಸಾಹಿತಿಗಳು, ಹಿರಿಯ ಪತ್ರಕರ್ತರು ಭಾಗವಹಿಸುವರು.: [524, 771, 686, 869]
issue-date: ಶುಕ್ರವಾರ 13 ಮಾರ್ಚ್ 2026: [1010, 96, 1159, 113]
page-number: 3: [1316, 84, 1330, 115]
story-col-4: ಟ್ರೈನಿಂಗ್ ಮಾಡುವ ಕಲಿತ ಹಾಗೂ ಮಹಿಳೆಯರಿಗೆ ಕ್ರಮವಾದ ಮಾರ್ಗದರ್ಶನ ನೀಡಲಾಯಿತು. ತರಬೇತಿ ಪಡೆದ ಮಹಿಳೆಯರಿಗೆ ಪ್ರಮಾಣ ಪತ್ರ ವಿತರಿಸಲಾಯಿತು.: [864, 1589, 1028, 1644]
